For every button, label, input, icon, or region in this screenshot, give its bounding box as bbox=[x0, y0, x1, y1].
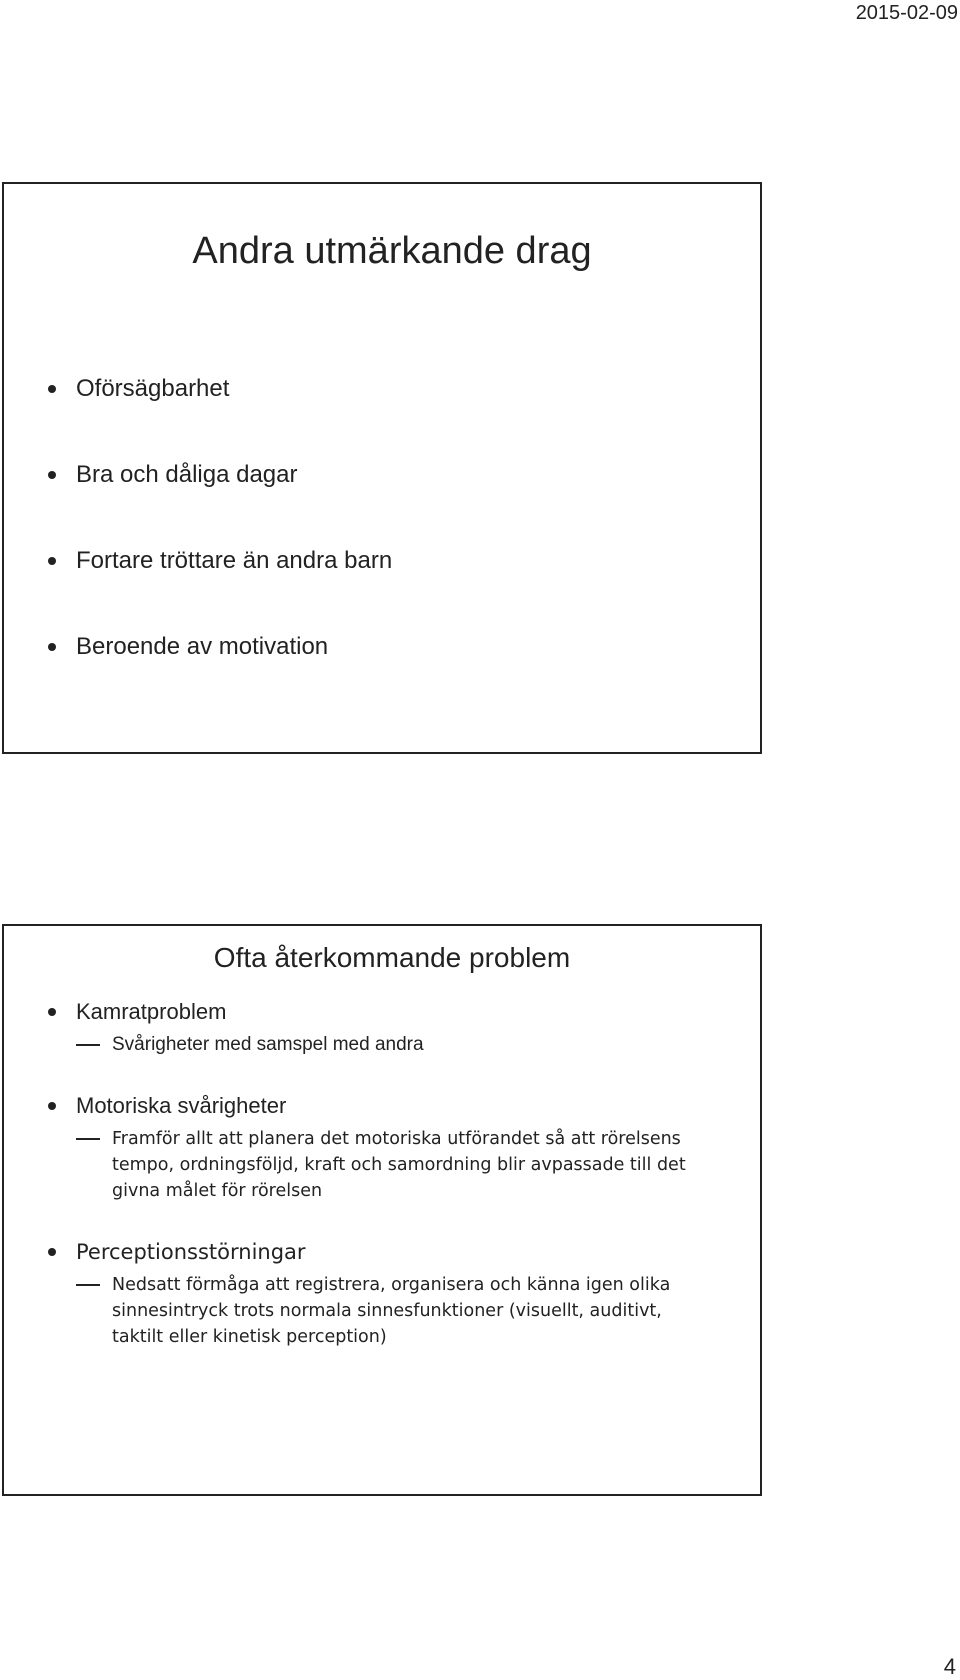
bullet-text: Motoriska svårigheter bbox=[76, 1093, 287, 1118]
bullet-item bbox=[48, 632, 392, 662]
sub-bullet-text: Svårigheter med samspel med andra bbox=[112, 1034, 424, 1055]
bullet-item bbox=[48, 374, 392, 404]
bullet-text: Oförsägbarhet bbox=[76, 375, 230, 402]
bullet-dot-icon bbox=[48, 1008, 56, 1016]
bullet-dot-icon bbox=[48, 1102, 56, 1110]
bullet-group bbox=[48, 1238, 712, 1350]
bullet-item bbox=[48, 998, 712, 1026]
bullet-dot-icon bbox=[48, 385, 56, 393]
bullet-text: Bra och dåliga dagar bbox=[76, 461, 298, 488]
dash-icon bbox=[76, 1044, 100, 1046]
bullet-text: Beroende av motivation bbox=[76, 633, 329, 660]
header-date: 2015-02-09 bbox=[855, 2, 958, 24]
sub-bullet-item bbox=[48, 1126, 712, 1204]
bullet-item bbox=[48, 1238, 712, 1266]
slide-1-title: Andra utmärkande drag bbox=[192, 230, 592, 272]
bullet-dot-icon bbox=[48, 471, 56, 479]
slide-1 bbox=[2, 182, 762, 754]
sub-bullet-text: Framför allt att planera det motoriska utförandet så att rörelsens tempo, ordningsföljd, kraft och samordning blir avpassade till det givna målet för rörelsen bbox=[112, 1129, 686, 1201]
bullet-dot-icon bbox=[48, 643, 56, 651]
slide-2-bullet-list bbox=[48, 998, 712, 1384]
page-number: 4 bbox=[943, 1654, 956, 1679]
bullet-item bbox=[48, 460, 392, 490]
bullet-dot-icon bbox=[48, 1248, 56, 1256]
bullet-text: Fortare tröttare än andra barn bbox=[76, 547, 393, 574]
dash-icon bbox=[76, 1284, 100, 1286]
dash-icon bbox=[76, 1138, 100, 1140]
sub-bullet-item bbox=[48, 1032, 712, 1058]
bullet-item bbox=[48, 1092, 712, 1120]
bullet-group bbox=[48, 998, 712, 1058]
bullet-text: Perceptionsstörningar bbox=[76, 1240, 306, 1264]
bullet-item bbox=[48, 546, 392, 576]
slide-2 bbox=[2, 924, 762, 1496]
bullet-dot-icon bbox=[48, 557, 56, 565]
bullet-text: Kamratproblem bbox=[76, 999, 227, 1024]
sub-bullet-text: Nedsatt förmåga att registrera, organisera och känna igen olika sinnesintryck trots normala sinnesfunktioner (visuellt, auditivt, taktilt eller kinetisk perception) bbox=[112, 1275, 671, 1347]
sub-bullet-item bbox=[48, 1272, 712, 1350]
slide-2-title: Ofta återkommande problem bbox=[213, 942, 571, 973]
bullet-group bbox=[48, 1092, 712, 1204]
slide-1-bullet-list bbox=[48, 374, 392, 718]
